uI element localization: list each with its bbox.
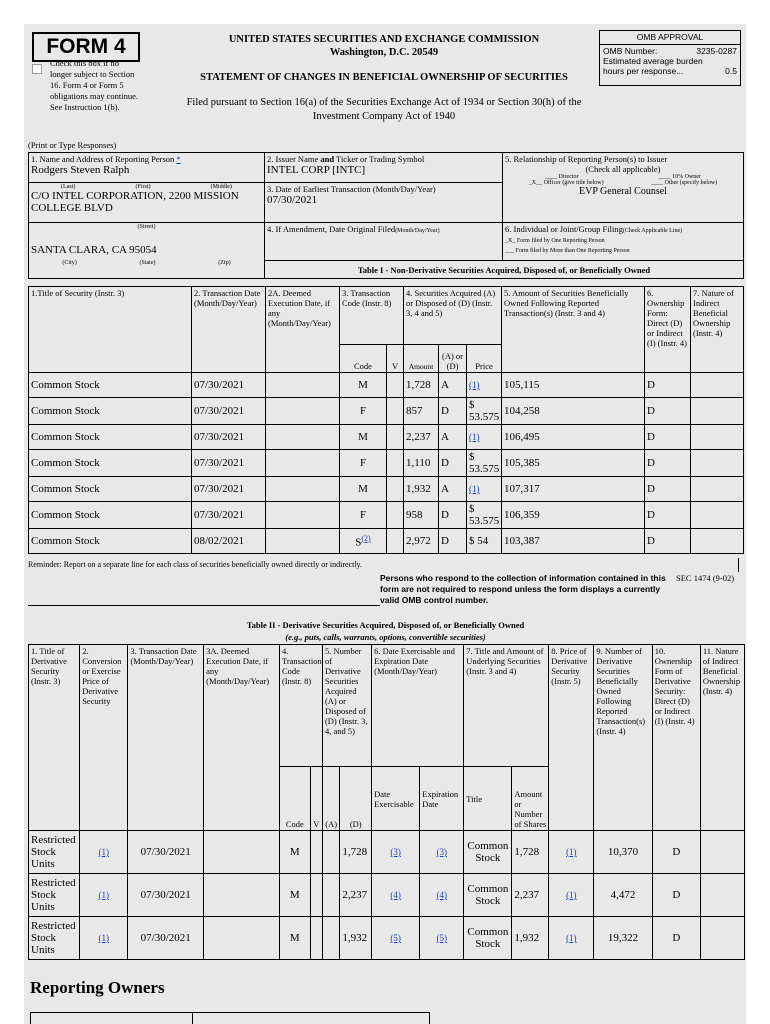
earliest-date-label: 3. Date of Earliest Transaction (Month/Day/Year) [267,184,436,194]
reporting-person-address-cell [29,183,265,223]
t2-sub-v: V [310,767,322,831]
city-state-zip: SANTA CLARA, CA 95054 [31,244,157,256]
t2-sub-code: Code [279,767,310,831]
t2-nature-cell [700,831,744,874]
t1-code-value: M [358,379,368,391]
t2-sub-exercisable: Date Exercisable [372,767,420,831]
t1-code-value: M [358,431,368,443]
t2-sub-d: (D) [340,767,372,831]
t2-nature-cell [700,917,744,960]
t1-v-cell [387,477,404,502]
earliest-transaction-cell [265,183,503,223]
t1-code-value: F [359,405,367,417]
reporting-person-footnote-link[interactable]: * [176,154,181,164]
earliest-date-value: 07/30/2021 [267,194,318,206]
reporting-person-address: C/O INTEL CORPORATION, 2200 MISSION COLLEGE BLVD [31,190,239,214]
t2-underlying-cell: Common Stock [464,831,512,874]
t1-deemed-cell [266,529,340,554]
omb-number-value: 3235-0287 [696,46,737,56]
t1-owned-cell: 103,387 [502,529,645,554]
t1-price-cell [467,425,502,450]
divider [192,1012,193,1024]
divider [738,558,739,572]
filed-pursuant-line2: Investment Company Act of 1940 [312,111,456,122]
t1-col-title: 1.Title of Security (Instr. 3) [29,287,192,373]
zip-label: (Zip) [218,260,231,266]
filed-pursuant-line1: Filed pursuant to Section 16(a) of the Securities Exchange Act of 1934 or Section 30(h) of the [186,97,582,108]
table-row [29,529,744,554]
t1-owned-cell: 106,495 [502,425,645,450]
t1-price-cell [467,477,502,502]
t2-underlying-cell: Common Stock [464,917,512,960]
t2-expiration-cell [420,917,464,960]
t1-deemed-cell [266,450,340,477]
sec-form-number: SEC 1474 (9-02) [676,573,735,583]
t1-nature-cell [691,373,744,398]
city-label: (City) [62,260,77,266]
middle-label: (Middle) [210,184,232,190]
table-row [29,425,744,450]
t2-code-cell: M [279,831,310,874]
t2-deemed-cell [204,874,280,917]
issuer-name-cell [265,153,503,183]
t1-form-cell: D [645,425,691,450]
t2-d-cell: 2,237 [340,874,372,917]
t1-code-value: F [359,509,367,521]
t2-a-cell [322,831,339,874]
t1-aord-cell: D [439,398,467,425]
table1-title: Table I - Non-Derivative Securities Acquired, Disposed of, or Beneficially Owned [265,261,744,279]
t1-code-cell [340,477,387,502]
t1-v-cell [387,450,404,477]
reminder-text: Reminder: Report on a separate line for each class of securities beneficially owned directly or indirectly. [28,560,363,569]
t1-owned-cell: 106,359 [502,502,645,529]
persons-notice: Persons who respond to the collection of information contained in this form are not required to respond unless the form displays a currently valid OMB control number. [380,573,666,605]
street-cell [29,223,265,279]
agency-location: Washington, D.C. 20549 [329,47,439,58]
t1-code-cell [340,425,387,450]
t2-conversion-footnote-link[interactable]: (1) [98,933,110,943]
t2-expiration-footnote-link[interactable]: (5) [436,933,448,943]
t1-sub-aord: (A) or (D) [439,345,467,373]
table2-title: Table II - Derivative Securities Acquired, Disposed of, or Beneficially Owned [246,620,525,630]
t1-price-footnote-link[interactable]: (1) [469,432,480,442]
t2-col-exercisable: 6. Date Exercisable and Expiration Date (Month/Day/Year) [372,645,464,767]
t1-nature-cell [691,450,744,477]
t2-form-cell: D [652,831,700,874]
director-option[interactable]: ____ Director [545,174,579,180]
t2-sub-title: Title [464,767,512,831]
table-row [29,917,745,960]
t1-code-cell [340,502,387,529]
t2-a-cell [322,917,339,960]
t2-underlying-cell: Common Stock [464,874,512,917]
t1-amount-cell: 2,237 [404,425,439,450]
t2-conversion-cell [80,874,128,917]
amendment-cell [265,223,503,261]
t2-owned-cell: 19,322 [594,917,652,960]
t1-price-cell [467,398,502,425]
t1-v-cell [387,502,404,529]
t1-form-cell: D [645,450,691,477]
t2-nature-cell [700,874,744,917]
t2-date-cell: 07/30/2021 [128,917,204,960]
t1-col-deemed: 2A. Deemed Execution Date, if any (Month/Day/Year) [266,287,340,373]
t1-code-value: S [355,536,362,549]
t1-code-value: M [358,483,368,495]
filing-cell [503,223,744,261]
t1-amount-cell: 1,728 [404,373,439,398]
t2-price-footnote-link[interactable]: (1) [566,933,577,943]
t1-sub-v: V [387,345,404,373]
t2-d-cell: 1,932 [340,917,372,960]
print-note: (Print or Type Responses) [28,140,117,150]
t2-expiration-footnote-link[interactable]: (3) [436,847,448,857]
statement-title: STATEMENT OF CHANGES IN BENEFICIAL OWNERSHIP OF SECURITIES [200,72,568,83]
t2-code-cell: M [279,874,310,917]
t1-aord-cell: D [439,450,467,477]
agency-name: UNITED STATES SECURITIES AND EXCHANGE COMMISSION [228,34,540,45]
table-row [29,477,744,502]
t2-col-deemed: 3A. Deemed Execution Date, if any (Month/Day/Year) [204,645,280,831]
t1-code-cell [340,450,387,477]
t2-form-cell: D [652,874,700,917]
t1-deemed-cell [266,373,340,398]
filing-option-one[interactable]: _X_ Form filed by One Reporting Person [505,238,605,244]
first-label: (First) [135,184,151,190]
t2-col-nature: 11. Nature of Indirect Beneficial Ownership (Instr. 4) [700,645,744,831]
t2-date-cell: 07/30/2021 [128,831,204,874]
t1-aord-cell: A [439,477,467,502]
form-page [24,24,746,1024]
t2-exercisable-cell [372,831,420,874]
t1-nature-cell [691,502,744,529]
t1-aord-cell: A [439,425,467,450]
t1-col-acquired: 4. Securities Acquired (A) or Disposed of (D) (Instr. 3, 4 and 5) [404,287,502,345]
reporting-person-grid [28,152,744,279]
t2-owned-cell: 10,370 [594,831,652,874]
reporting-person-label: 1. Name and Address of Reporting Person [31,154,175,164]
t1-code-cell [340,398,387,425]
t2-exercisable-cell [372,917,420,960]
t1-aord-cell: D [439,502,467,529]
t2-conversion-footnote-link[interactable]: (1) [98,890,110,900]
t2-owned-cell: 4,472 [594,874,652,917]
t1-col-date: 2. Transaction Date (Month/Day/Year) [192,287,266,373]
t2-col-underlying: 7. Title and Amount of Underlying Securities (Instr. 3 and 4) [464,645,549,767]
t1-sub-code: Code [340,345,387,373]
t2-exercisable-footnote-link[interactable]: (5) [390,933,401,943]
table1-non-derivative [28,286,744,554]
ten-percent-option[interactable]: ____ 10% Owner [658,174,701,180]
omb-hours-value: 0.5 [725,66,737,76]
t2-col-number: 5. Number of Derivative Securities Acquired (A) or Disposed of (D) (Instr. 3, 4, and 5) [322,645,371,767]
t2-date-cell: 07/30/2021 [128,874,204,917]
form-title: FORM 4 [32,32,140,62]
t1-deemed-cell [266,477,340,502]
street-label: (Street) [137,224,156,230]
t1-form-cell: D [645,398,691,425]
t1-price-cell [467,450,502,477]
filing-label: 6. Individual or Joint/Group Filing(Check Applicable Line) [505,224,683,234]
t1-form-cell: D [645,477,691,502]
t1-date-cell: 07/30/2021 [192,477,266,502]
t1-owned-cell: 104,258 [502,398,645,425]
t2-col-title: 1. Title of Derivative Security (Instr. 3) [29,645,80,831]
t2-title-cell: Restricted Stock Units [29,831,80,874]
reporting-owners-heading: Reporting Owners [30,978,165,997]
t1-nature-cell [691,425,744,450]
omb-hours-label: hours per response... [603,66,684,76]
filing-option-more[interactable]: ___ Form filed by More than One Reporting Person [505,248,630,254]
t1-sub-amount: Amount [404,345,439,373]
t1-nature-cell [691,477,744,502]
t2-conversion-footnote-link[interactable]: (1) [98,847,110,857]
t2-v-cell [310,831,322,874]
t1-title-cell: Common Stock [29,373,192,398]
omb-title: OMB APPROVAL [600,31,740,45]
officer-option[interactable]: _X__ Officer (give title below) [528,180,604,186]
t2-expiration-footnote-link[interactable]: (4) [436,890,448,900]
divider [28,605,380,606]
table-row [29,450,744,477]
t1-price-cell [467,373,502,398]
t1-sub-price: Price [467,345,502,373]
reporting-person-name: Rodgers Steven Ralph [31,164,130,176]
t1-amount-cell: 1,110 [404,450,439,477]
t1-price-value: $ 53.575 [469,503,500,527]
t1-amount-cell: 958 [404,502,439,529]
t2-price-footnote-link[interactable]: (1) [566,847,577,857]
t1-title-cell: Common Stock [29,477,192,502]
amendment-label: 4. If Amendment, Date Original Filed(Month/Day/Year) [267,224,440,234]
t2-deemed-cell [204,831,280,874]
divider [429,1012,430,1024]
omb-burden-label: Estimated average burden [603,56,703,66]
t2-form-cell: D [652,917,700,960]
t1-deemed-cell [266,425,340,450]
issuer-name: INTEL CORP [INTC] [267,164,366,176]
t2-amount-cell: 1,728 [512,831,549,874]
t1-price-value: $ 53.575 [469,451,500,475]
t1-v-cell [387,425,404,450]
t2-title-cell: Restricted Stock Units [29,874,80,917]
t1-form-cell: D [645,502,691,529]
t1-date-cell: 07/30/2021 [192,425,266,450]
t2-price-footnote-link[interactable]: (1) [566,890,577,900]
t2-col-conversion: 2. Conversion or Exercise Price of Derivative Security [80,645,128,831]
t1-price-cell [467,529,502,554]
t1-price-footnote-link[interactable]: (1) [469,380,480,390]
t2-exercisable-footnote-link[interactable]: (3) [390,847,401,857]
omb-approval-box [599,30,741,86]
t1-title-cell: Common Stock [29,425,192,450]
other-option[interactable]: ____ Other (specify below) [651,180,718,186]
state-label: (State) [139,260,156,266]
omb-number-label: OMB Number: [603,46,658,56]
t1-code-value: F [359,457,367,469]
table-row [29,874,745,917]
t2-a-cell [322,874,339,917]
t1-code-cell [340,373,387,398]
t2-conversion-cell [80,917,128,960]
last-label: (Last) [61,184,76,190]
officer-title: EVP General Counsel [579,186,667,197]
t2-expiration-cell [420,831,464,874]
issuer-label: 2. Issuer Name and Ticker or Trading Symbol [267,154,425,164]
t1-date-cell: 07/30/2021 [192,373,266,398]
t1-v-cell [387,373,404,398]
t1-date-cell: 07/30/2021 [192,450,266,477]
t2-price-cell [549,917,594,960]
t1-form-cell: D [645,373,691,398]
t2-deemed-cell [204,917,280,960]
t1-deemed-cell [266,398,340,425]
t1-col-owned: 5. Amount of Securities Beneficially Owned Following Reported Transaction(s) (Instr. 3 and 4) [502,287,645,373]
t1-v-cell [387,529,404,554]
t1-col-form: 6. Ownership Form: Direct (D) or Indirect (I) (Instr. 4) [645,287,691,373]
t1-owned-cell: 105,115 [502,373,645,398]
t1-col-nature: 7. Nature of Indirect Beneficial Ownership (Instr. 4) [691,287,744,373]
t1-deemed-cell [266,502,340,529]
t2-code-cell: M [279,917,310,960]
checkbox-label: Check this box if no longer subject to Section 16. Form 4 or Form 5 obligations may continue. See Instruction 1(b). [50,58,139,112]
t1-code-cell [340,529,387,554]
t1-price-value: $ 54 [469,535,489,547]
t2-expiration-cell [420,874,464,917]
t2-col-date: 3. Transaction Date (Month/Day/Year) [128,645,204,831]
table2-derivative [28,644,745,960]
t2-col-price: 8. Price of Derivative Security (Instr. 5) [549,645,594,831]
t1-amount-cell: 1,932 [404,477,439,502]
t1-title-cell: Common Stock [29,398,192,425]
t2-sub-a: (A) [322,767,339,831]
table-row [29,373,744,398]
t1-date-cell: 07/30/2021 [192,398,266,425]
t2-conversion-cell [80,831,128,874]
t1-aord-cell: D [439,529,467,554]
t1-amount-cell: 857 [404,398,439,425]
t1-price-footnote-link[interactable]: (1) [469,484,480,494]
t1-nature-cell [691,529,744,554]
table-row [29,502,744,529]
t2-price-cell [549,831,594,874]
t2-d-cell: 1,728 [340,831,372,874]
t1-form-cell: D [645,529,691,554]
t1-price-cell [467,502,502,529]
t2-sub-expiration: Expiration Date [420,767,464,831]
t2-amount-cell: 1,932 [512,917,549,960]
table-row [29,398,744,425]
t2-amount-cell: 2,237 [512,874,549,917]
t2-col-owned: 9. Number of Derivative Securities Beneficially Owned Following Reported Transaction(s) (Instr. 4) [594,645,652,831]
t1-nature-cell [691,398,744,425]
t1-title-cell: Common Stock [29,502,192,529]
divider [30,1012,430,1013]
t1-amount-cell: 2,972 [404,529,439,554]
t2-col-code: 4. Transaction Code (Instr. 8) [279,645,322,767]
no-longer-subject-checkbox[interactable] [32,64,42,74]
t2-title-cell: Restricted Stock Units [29,917,80,960]
t2-col-form: 10. Ownership Form of Derivative Security: Direct (D) or Indirect (I) (Instr. 4) [652,645,700,831]
table-row [29,831,745,874]
t1-col-code: 3. Transaction Code (Instr. 8) [340,287,404,345]
t1-date-cell: 07/30/2021 [192,502,266,529]
t1-title-cell: Common Stock [29,450,192,477]
relationship-cell [503,153,744,223]
divider [30,1012,31,1024]
t1-aord-cell: A [439,373,467,398]
t1-code-footnote-link[interactable]: (2) [361,533,371,543]
t2-sub-amount: Amount or Number of Shares [512,767,549,831]
t1-date-cell: 08/02/2021 [192,529,266,554]
t1-owned-cell: 105,385 [502,450,645,477]
t1-price-value: $ 53.575 [469,399,500,423]
t2-exercisable-cell [372,874,420,917]
reporting-person-name-cell [29,153,265,183]
relationship-label: 5. Relationship of Reporting Person(s) to Issuer [505,154,668,164]
table2-subtitle: (e.g., puts, calls, warrants, options, convertible securities) [285,632,486,642]
t1-v-cell [387,398,404,425]
t1-owned-cell: 107,317 [502,477,645,502]
t2-v-cell [310,874,322,917]
t1-title-cell: Common Stock [29,529,192,554]
t2-price-cell [549,874,594,917]
t2-exercisable-footnote-link[interactable]: (4) [390,890,401,900]
t2-v-cell [310,917,322,960]
relationship-check: (Check all applicable) [585,164,661,174]
